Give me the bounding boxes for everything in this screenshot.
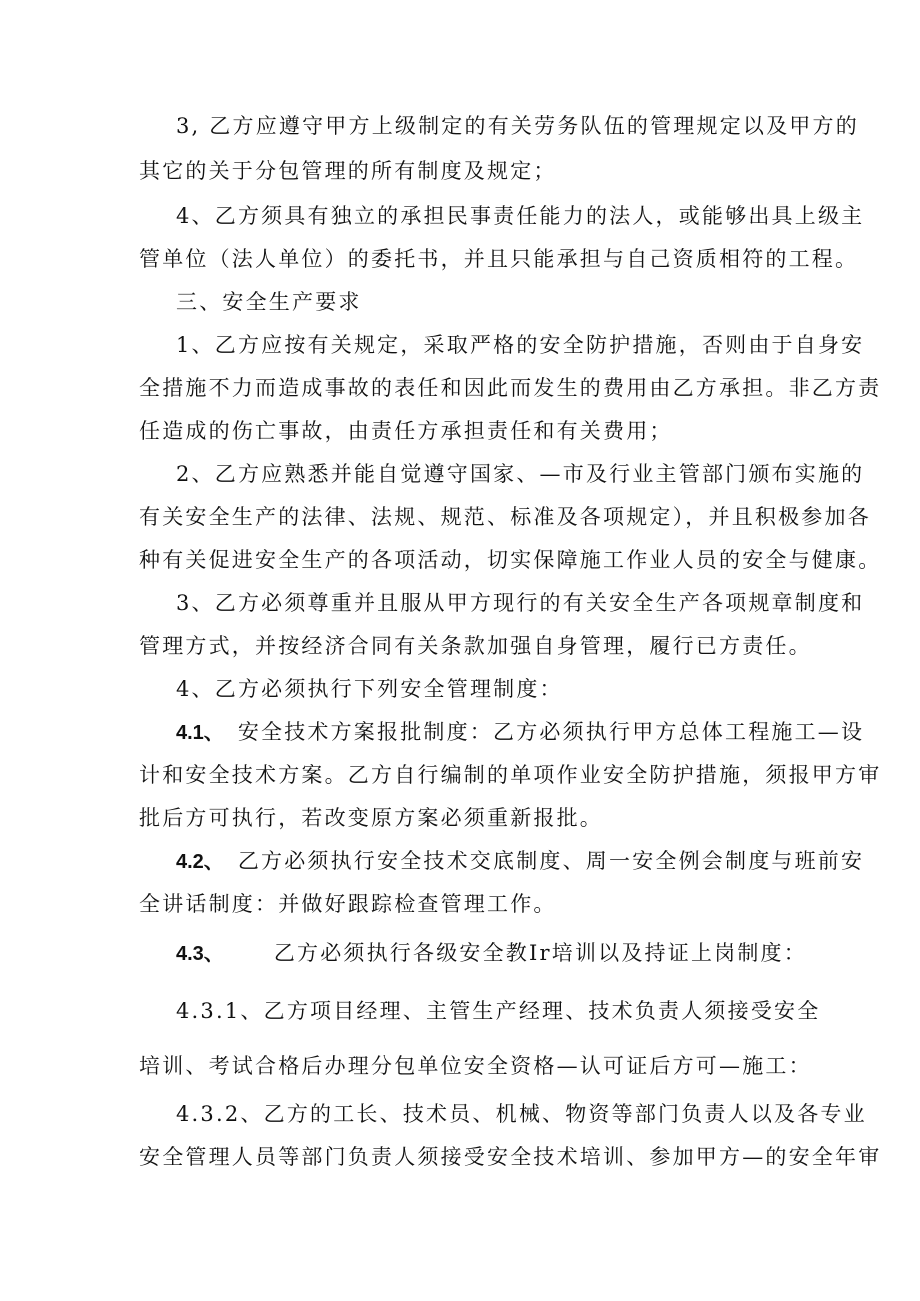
item-text: 安全技术方案报批制度：乙方必须执行甲方总体工程施工—设 [237, 720, 865, 744]
numbered-item [176, 847, 864, 876]
item-text: 乙方必须执行安全技术交底制度、周一安全例会制度与班前安 [237, 849, 865, 873]
text-line: 4.3.1、乙方项目经理、主管生产经理、技术负责人须接受安全 [176, 999, 821, 1023]
section-number: 4.3、 [176, 943, 224, 965]
text-line: 1、乙方应按有关规定，采取严格的安全防护措施，否则由于自身安 [176, 333, 865, 357]
section-heading: 三、安全生产要求 [176, 290, 362, 314]
text-line: 其它的关于分包管理的所有制度及规定； [139, 159, 557, 183]
numbered-item [176, 939, 807, 968]
text-line: 管理方式，并按经济合同有关条款加强自身管理，履行已方责任。 [139, 634, 812, 658]
text-line: 4.3.2、乙方的工长、技术员、机械、物资等部门负责人以及各专业 [176, 1102, 867, 1126]
text-line: 4、乙方必须执行下列安全管理制度： [176, 677, 563, 701]
section-number: 4.2、 [176, 851, 224, 873]
text-line: 3、乙方必须尊重并且服从甲方现行的有关安全生产各项规章制度和 [176, 591, 865, 615]
text-line: 批后方可执行，若改变原方案必须重新报批。 [139, 806, 603, 830]
section-number: 4.1、 [176, 722, 224, 744]
text-line: 有关安全生产的法律、法规、规范、标准及各项规定），并且积极参加各 [139, 505, 871, 529]
text-line: 3, 乙方应遵守甲方上级制定的有关劳务队伍的管理规定以及甲方的 [176, 114, 859, 138]
text-line: 种有关促进安全生产的各项活动，切实保障施工作业人员的安全与健康。 [139, 548, 882, 572]
text-line: 全措施不力而造成事故的表任和因此而发生的费用由乙方承担。非乙方责 [139, 376, 882, 400]
item-text: 乙方必须执行各级安全教Ir培训以及持证上岗制度： [273, 941, 807, 965]
text-line: 2、乙方应熟悉并能自觉遵守国家、—市及行业主管部门颁布实施的 [176, 462, 865, 486]
text-line: 4、乙方须具有独立的承担民事责任能力的法人，或能够出具上级主 [176, 204, 865, 228]
text-line: 培训、考试合格后办理分包单位安全资格—认可证后方可—施工： [139, 1054, 812, 1078]
text-line: 计和安全技术方案。乙方自行编制的单项作业安全防护措施，须报甲方审 [139, 763, 882, 787]
text-line: 安全管理人员等部门负责人须接受安全技术培训、参加甲方—的安全年审 [139, 1145, 882, 1169]
text-line: 全讲话制度：并做好跟踪检查管理工作。 [139, 892, 557, 916]
numbered-item [176, 718, 864, 747]
text-line: 管单位（法人单位）的委托书，并且只能承担与自己资质相符的工程。 [139, 247, 859, 271]
text-line: 任造成的伤亡事故，由责任方承担责任和有关费用； [139, 419, 673, 443]
